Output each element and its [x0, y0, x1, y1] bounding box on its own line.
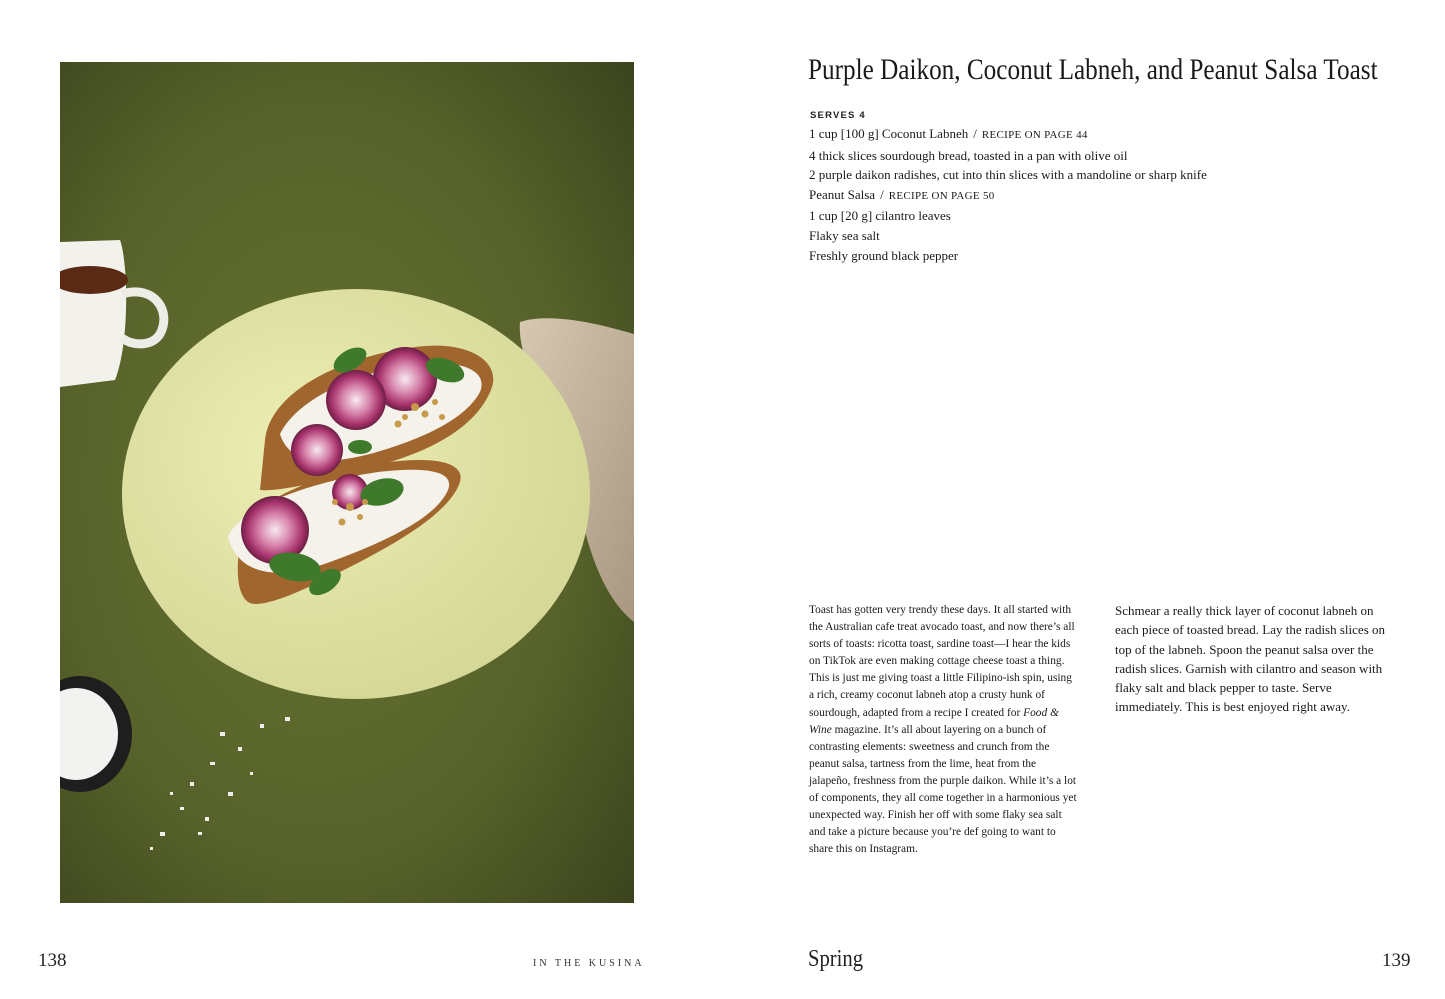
ingredient-text: 2 purple daikon radishes, cut into thin slices with a mandoline or sharp knife	[809, 167, 1207, 183]
ingredient-item	[809, 226, 1207, 246]
recipe-title: Purple Daikon, Coconut Labneh, and Peanut Salsa Toast	[808, 53, 1378, 86]
ingredient-text: Peanut Salsa	[809, 186, 876, 202]
ingredient-text: 1 cup [100 g] Coconut Labneh	[809, 126, 969, 141]
ingredient-text: 1 cup [20 g] cilantro leaves	[809, 208, 951, 224]
ingredient-item	[809, 246, 1207, 266]
running-head: IN THE KUSINA	[533, 958, 645, 969]
headnote-text-2: magazine. It’s all about layering on a bunch of contrasting elements: sweetness and crunch from the peanut salsa, tartness from the lime, heat from the jalapeño, freshness from the purple daikon. While it’s a lot of components, they all come together in a harmonious yet unexpected way. Finish her off with some flaky sea salt and take a picture because you’re def going to want to share this on Instagram.	[809, 723, 1077, 856]
ingredient-item	[809, 206, 1207, 226]
ingredient-separator: /	[973, 126, 977, 141]
recipe-headnote	[809, 602, 1077, 858]
toast-photo-illustration	[60, 62, 634, 903]
ingredient-text: Freshly ground black pepper	[809, 247, 959, 263]
ingredient-list	[809, 124, 1207, 265]
ingredient-recipe-ref: RECIPE ON PAGE 44	[981, 129, 1088, 141]
food-photo	[60, 62, 634, 903]
page-number-left: 138	[38, 950, 67, 971]
headnote-text-1: Toast has gotten very trendy these days. It all started with the Australian cafe treat avocado toast, and now there’s all sorts of toasts: ricotta toast, sardine toast—I hear the kids on TikTok are even making cottage cheese toast a thing. This is just me giving toast a little Filipino-ish spin, using a rich, creamy coconut labneh atop a crusty hunk of sourdough, adapted from a recipe I created for	[809, 604, 1075, 719]
page-number-right: 139	[1382, 950, 1411, 971]
ingredient-item	[809, 146, 1207, 166]
ingredient-text: Flaky sea salt	[809, 227, 880, 243]
magazine-name: Food & Wine	[809, 706, 1059, 736]
ingredient-item	[809, 124, 1207, 146]
ingredient-separator: /	[880, 186, 884, 202]
ingredient-recipe-ref: RECIPE ON PAGE 50	[888, 189, 995, 202]
ingredient-text: 4 thick slices sourdough bread, toasted in a pan with olive oil	[809, 147, 1128, 163]
serves-label: SERVES 4	[810, 110, 866, 121]
recipe-method: Schmear a really thick layer of coconut labneh on each piece of toasted bread. Lay the radish slices on top of the labneh. Spoon the peanut salsa over the radish slices. Garnish with cilantro and season with flaky salt and black pepper to taste. Serve immediately. This is best enjoyed right away.	[1115, 603, 1385, 715]
section-name: Spring	[808, 946, 864, 972]
ingredient-item	[809, 165, 1207, 185]
ingredient-item	[809, 185, 1207, 207]
